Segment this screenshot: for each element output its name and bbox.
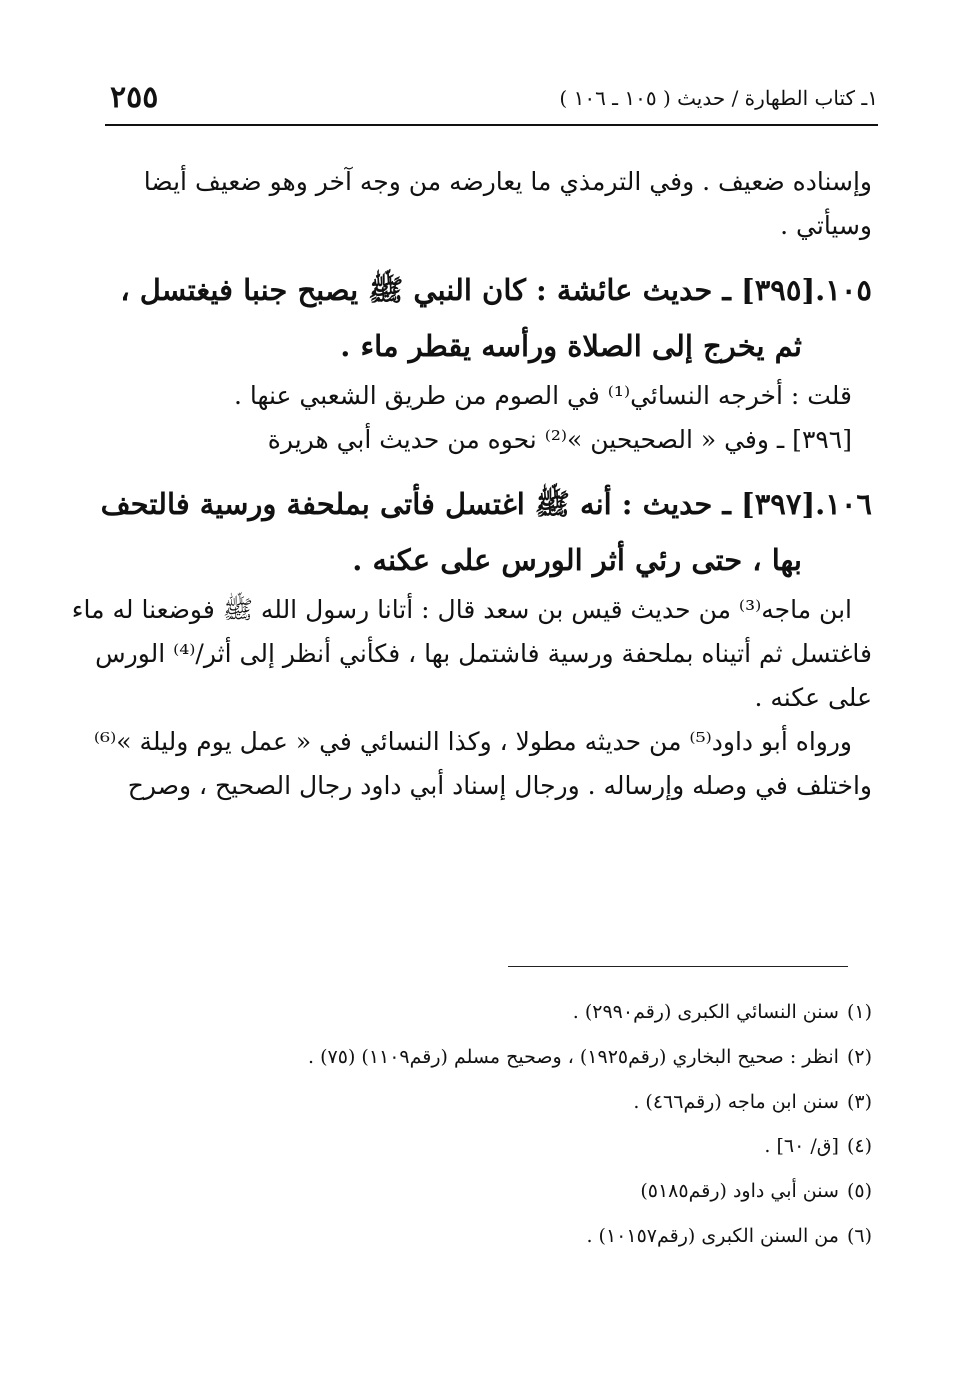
footnote-item bbox=[106, 990, 872, 1035]
text-line: وسيأتي . bbox=[780, 211, 872, 240]
footnote-text: سنن ابن ماجه (رقم٤٦٦) . bbox=[633, 1090, 839, 1113]
running-header-title: ١ـ كتاب الطهارة / حديث ( ١٠٥ ـ ١٠٦ ) bbox=[559, 86, 878, 110]
footnote-number: (٣) bbox=[846, 1090, 872, 1113]
hadith-heading-106: ١٠٦.[٣٩٧] ـ حديث : أنه ﷺ اغتسل فأتى بملحفة ورسية فالتحف bbox=[100, 487, 872, 521]
footnote-text: سنن النسائي الكبرى (رقم٢٩٩٠) . bbox=[572, 1001, 839, 1023]
commentary-line: قلت : أخرجه النسائي⁽¹⁾ في الصوم من طريق الشعبي عنها . bbox=[233, 381, 852, 410]
footnote-separator bbox=[508, 966, 848, 967]
commentary-line: ابن ماجه⁽³⁾ من حديث قيس بن سعد قال : أتانا رسول الله ﷺ فوضعنا له ماء bbox=[71, 595, 852, 624]
footnote-item bbox=[106, 1124, 872, 1169]
footnotes bbox=[106, 990, 872, 1259]
footnote-item bbox=[106, 1214, 872, 1259]
hadith-heading-105: ١٠٥.[٣٩٥] ـ حديث عائشة : كان النبي ﷺ يصبح جنبا فيغتسل ، bbox=[120, 273, 872, 307]
footnote-item bbox=[106, 1035, 872, 1080]
footnote-text: سنن أبي داود (رقم٥١٨٥) bbox=[640, 1180, 839, 1203]
header-rule bbox=[105, 124, 878, 126]
commentary-line: [٣٩٦] ـ وفي « الصحيحين »⁽²⁾ نحوه من حديث أبي هريرة bbox=[267, 425, 852, 454]
footnote-text: انظر : صحيح البخاري (رقم١٩٢٥) ، وصحيح مسلم (رقم١١٠٩) (٧٥) . bbox=[308, 1045, 839, 1068]
hadith-heading-106-continued: بها ، حتى رئي أثر الورس على عكنه . bbox=[352, 543, 802, 577]
footnote-text: [ق/ ٦٠] . bbox=[764, 1135, 839, 1158]
footnote-item bbox=[106, 1080, 872, 1125]
footnote-item bbox=[106, 1169, 872, 1214]
page-number: ٢٥٥ bbox=[110, 80, 159, 115]
footnote-number: (٦) bbox=[846, 1224, 872, 1247]
footnote-number: (١) bbox=[846, 1001, 872, 1023]
commentary-line: على عكنه . bbox=[754, 683, 872, 712]
commentary-line: فاغتسل ثم أتيناه بملحفة ورسية فاشتمل بها ، فكأني أنظر إلى أثر/⁽⁴⁾ الورس bbox=[95, 639, 872, 668]
text-line: وإسناده ضعيف . وفي الترمذي ما يعارضه من وجه آخر وهو ضعيف أيضا bbox=[143, 167, 872, 196]
page-header bbox=[105, 80, 878, 120]
main-text bbox=[71, 160, 872, 808]
footnote-number: (٥) bbox=[846, 1180, 872, 1203]
footnote-number: (٤) bbox=[846, 1135, 872, 1158]
commentary-line: واختلف في وصله وإرساله . ورجال إسناد أبي داود رجال الصحيح ، وصرح bbox=[127, 771, 872, 800]
hadith-heading-105-continued: ثم يخرج إلى الصلاة ورأسه يقطر ماء . bbox=[340, 329, 802, 363]
commentary-line: ورواه أبو داود⁽⁵⁾ من حديثه مطولا ، وكذا النسائي في « عمل يوم وليلة »⁽⁶⁾ bbox=[93, 727, 852, 756]
footnote-number: (٢) bbox=[846, 1045, 872, 1068]
footnote-text: من السنن الكبرى (رقم١٠١٥٧) . bbox=[586, 1224, 839, 1247]
